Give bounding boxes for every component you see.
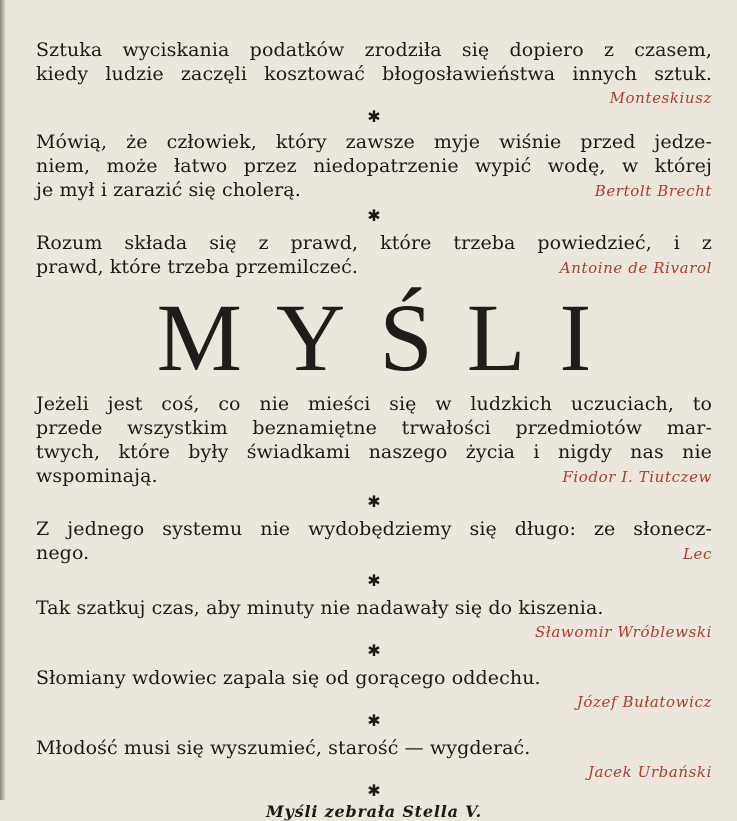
quote-line: przede wszystkim beznamiętne trwałości przedmiotów mar- <box>36 417 712 439</box>
quote-brecht <box>36 130 712 203</box>
separator-asterisk: ✱ <box>367 107 381 126</box>
quote-urbanski <box>36 736 712 782</box>
quote-line: Mówią, że człowiek, który zawsze myje wiśnie przed jedze- <box>36 131 712 153</box>
separator-asterisk: ✱ <box>367 571 381 590</box>
quote-line: twych, które były świadkami naszego życia i nigdy nas nie <box>36 441 712 463</box>
separator-asterisk: ✱ <box>367 711 381 730</box>
quote-tiutczew <box>36 392 712 489</box>
page-edge-shadow <box>0 0 6 800</box>
quote-author: Jacek Urbański <box>587 763 712 781</box>
separator-asterisk: ✱ <box>367 492 381 511</box>
quote-line: Rozum składa się z prawd, które trzeba powiedzieć, i z <box>36 232 712 254</box>
compiler-credit: Myśli zebrała Stella V. <box>266 802 482 821</box>
quote-author: Józef Bułatowicz <box>576 693 712 711</box>
quote-line: nego. <box>36 542 90 564</box>
quote-line: prawd, które trzeba przemilczeć. <box>36 256 358 278</box>
quote-line: Tak szatkuj czas, aby minuty nie nadawały się do kiszenia. <box>36 597 604 619</box>
quote-author: Antoine de Rivarol <box>559 259 712 277</box>
separator-asterisk: ✱ <box>367 781 381 800</box>
page-title: MYŚLI <box>156 284 626 391</box>
quote-author: Sławomir Wróblewski <box>535 623 712 641</box>
quote-author: Lec <box>682 545 712 563</box>
quote-lec <box>36 517 712 566</box>
quote-monteskiusz <box>36 38 712 108</box>
quote-line: je mył i zarazić się cholerą. <box>36 179 301 201</box>
quote-line: Sztuka wyciskania podatków zrodziła się dopiero z czasem, <box>36 39 712 61</box>
separator-asterisk: ✱ <box>367 641 381 660</box>
quote-author: Monteskiusz <box>609 89 712 107</box>
quote-author: Bertolt Brecht <box>594 182 712 200</box>
quote-wroblewski <box>36 596 712 642</box>
quote-author: Fiodor I. Tiutczew <box>562 468 712 486</box>
quote-line: Słomiany wdowiec zapala się od gorącego oddechu. <box>36 667 541 689</box>
magazine-page <box>36 38 712 821</box>
quote-line: wspominają. <box>36 465 158 487</box>
separator-asterisk: ✱ <box>367 206 381 225</box>
quote-line: kiedy ludzie zaczęli kosztować błogosławieństwa innych sztuk. <box>36 63 712 85</box>
quote-bulatowicz <box>36 666 712 712</box>
quote-line: Młodość musi się wyszumieć, starość — wygderać. <box>36 737 531 759</box>
quote-line: Z jednego systemu nie wydobędziemy się długo: ze słonecz- <box>36 518 712 540</box>
quote-line: niem, może łatwo przez niedopatrzenie wypić wodę, w której <box>36 155 712 177</box>
quote-line: Jeżeli jest coś, co nie mieści się w ludzkich uczuciach, to <box>36 393 712 415</box>
quote-rivarol <box>36 231 712 280</box>
